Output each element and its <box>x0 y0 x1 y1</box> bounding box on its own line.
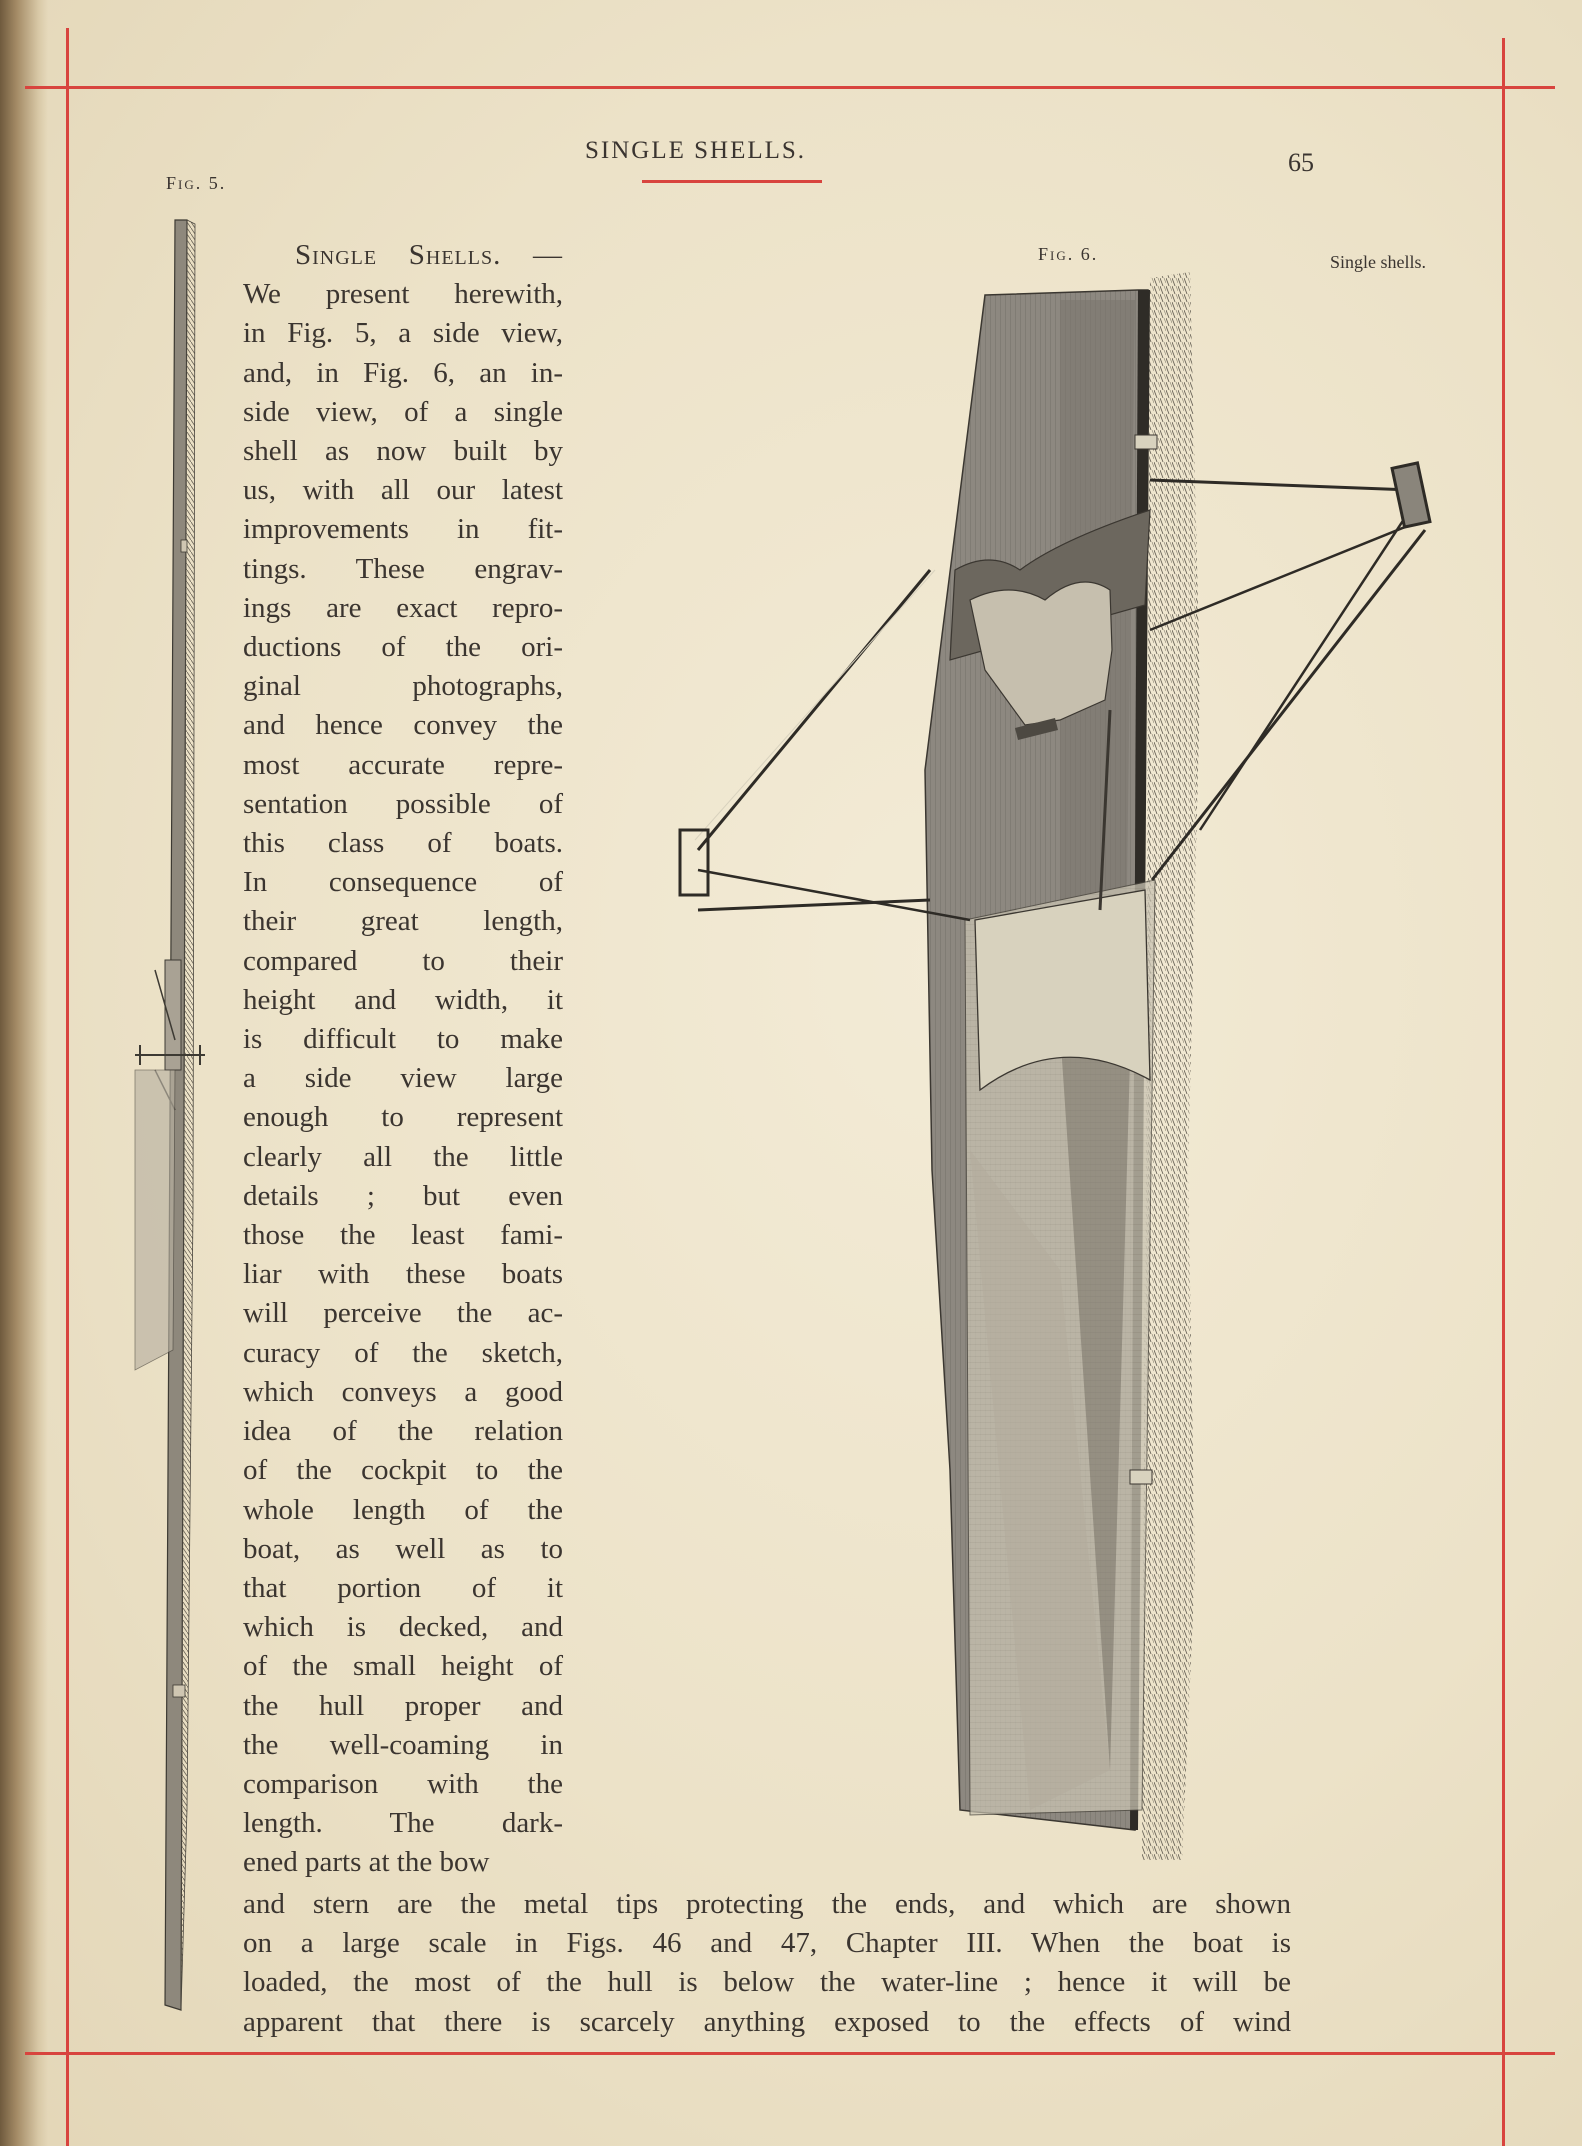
text-line: height and width, it <box>243 983 563 1016</box>
page-number: 65 <box>1288 148 1314 177</box>
text-line: tings. These engrav- <box>243 552 563 585</box>
fig5-side-view-illustration <box>95 210 225 2030</box>
right-border-rule <box>1502 38 1505 2146</box>
text-line: is difficult to make <box>243 1023 563 1056</box>
text-line: ened parts at the bow <box>243 1846 490 1879</box>
text-line: which is decked, and <box>243 1611 563 1644</box>
fig6-interior-view-illustration <box>590 270 1460 1870</box>
text-line: this class of boats. <box>243 827 563 860</box>
paragraph-heading-line <box>243 236 563 275</box>
body-text-wide <box>243 1885 1291 2042</box>
section-heading: Single Shells. — <box>295 239 563 271</box>
text-line: most accurate repre- <box>243 748 563 781</box>
text-line: enough to represent <box>243 1101 563 1134</box>
left-border-rule <box>66 28 69 2146</box>
text-line: of the cockpit to the <box>243 1454 563 1487</box>
text-line: In consequence of <box>243 866 563 899</box>
text-line: a side view large <box>243 1062 563 1095</box>
text-line: on a large scale in Figs. 46 and 47, Chapter III. When the boat is <box>243 1927 1291 1960</box>
running-head-underline <box>642 180 822 183</box>
text-line: sentation possible of <box>243 787 563 820</box>
text-line: the hull proper and <box>243 1689 563 1722</box>
text-line: improvements in fit- <box>243 513 563 546</box>
text-line: loaded, the most of the hull is below the water-line ; hence it will be <box>243 1966 1291 1999</box>
text-line: compared to their <box>243 944 563 977</box>
text-line: liar with these boats <box>243 1258 563 1291</box>
text-line: will perceive the ac- <box>243 1297 563 1330</box>
text-line: length. The dark- <box>243 1807 563 1840</box>
top-border-rule <box>25 86 1555 89</box>
margin-note: Single shells. <box>1330 252 1427 272</box>
text-line: ductions of the ori- <box>243 631 563 664</box>
text-line: of the small height of <box>243 1650 563 1683</box>
text-line: ings are exact repro- <box>243 591 563 624</box>
text-line: us, with all our latest <box>243 474 563 507</box>
text-line: details ; but even <box>243 1179 563 1212</box>
text-line: their great length, <box>243 905 563 938</box>
text-line: which conveys a good <box>243 1375 563 1408</box>
fig5-label: Fig. 5. <box>166 173 227 193</box>
text-line: ginal photographs, <box>243 670 563 703</box>
text-line: side view, of a single <box>243 395 563 428</box>
text-line: those the least fami- <box>243 1219 563 1252</box>
text-line: idea of the relation <box>243 1415 563 1448</box>
text-line: that portion of it <box>243 1571 563 1604</box>
running-head: SINGLE SHELLS. <box>585 137 807 164</box>
text-line: clearly all the little <box>243 1140 563 1173</box>
text-line: shell as now built by <box>243 435 563 468</box>
text-line: boat, as well as to <box>243 1532 563 1565</box>
text-line: comparison with the <box>243 1767 563 1800</box>
text-line: and hence convey the <box>243 709 563 742</box>
text-line: whole length of the <box>243 1493 563 1526</box>
body-text-column <box>243 236 563 1883</box>
fig6-label: Fig. 6. <box>1038 244 1099 264</box>
text-line: We present herewith, <box>243 278 563 311</box>
text-line: the well-coaming in <box>243 1728 563 1761</box>
bottom-border-rule <box>25 2052 1555 2055</box>
book-spine-shadow <box>0 0 48 2146</box>
text-line: curacy of the sketch, <box>243 1336 563 1369</box>
text-line: and stern are the metal tips protecting the ends, and which are shown <box>243 1888 1291 1920</box>
text-line: apparent that there is scarcely anything exposed to the effects of wind <box>243 2005 1291 2038</box>
text-line: and, in Fig. 6, an in- <box>243 356 563 389</box>
text-line: in Fig. 5, a side view, <box>243 317 563 350</box>
